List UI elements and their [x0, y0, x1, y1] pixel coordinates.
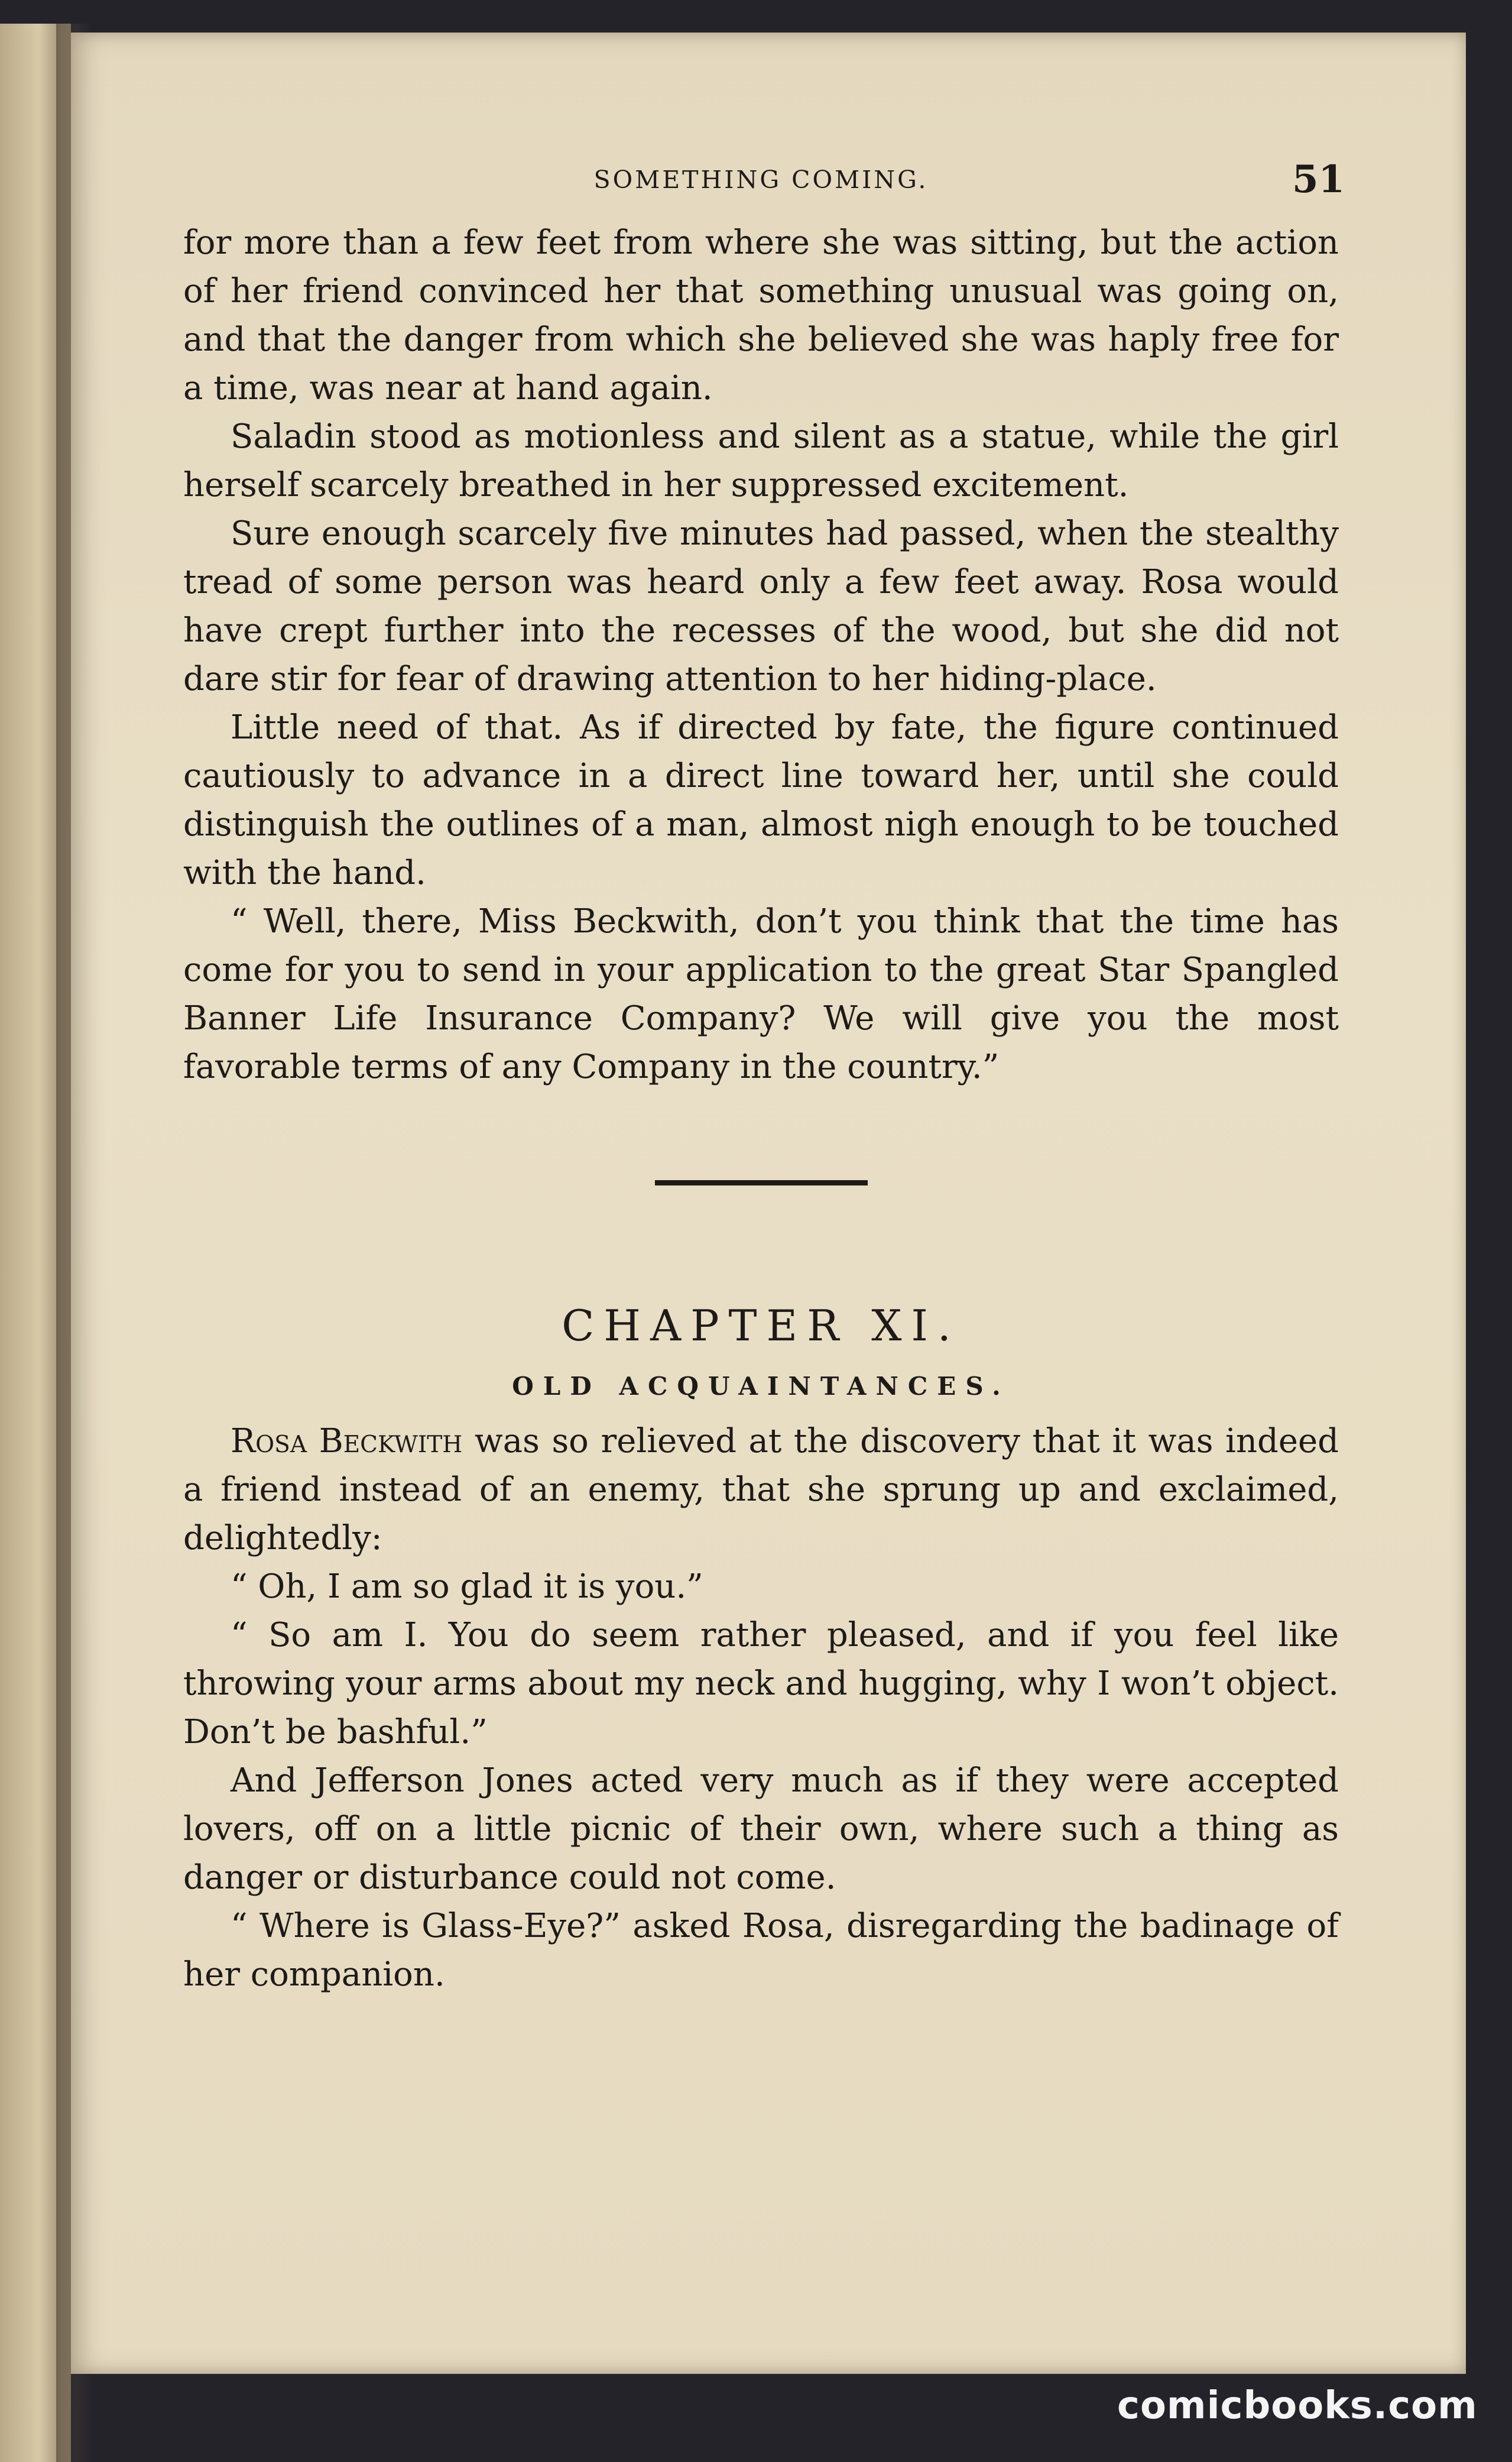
paragraph: Sure enough scarcely five minutes had passed, when the stealthy tread of some person was heard only a few feet away. Rosa would have crept further into the recesses of the wood, but she did not dare stir for fear of drawing attention to her hiding-place. [183, 514, 1339, 698]
chapter-subtitle: OLD ACQUAINTANCES. [512, 1372, 1010, 1401]
paragraph: for more than a few feet from where she was sitting, but the action of her friend convinced her that something unusual was going on, and that the danger from which she believed she was haply free for a time, was near at hand again. [183, 223, 1339, 407]
running-head [183, 157, 1345, 207]
paragraph: “ Oh, I am so glad it is you.” [231, 1567, 703, 1606]
paragraph: Saladin stood as motionless and silent as a statue, while the girl herself scarcely breathed in her suppressed excitement. [183, 417, 1339, 504]
watermark: comicbooks.com [1117, 2384, 1478, 2428]
running-title: SOMETHING COMING. [593, 166, 929, 194]
paragraph: And Jefferson Jones acted very much as if they were accepted lovers, off on a little picnic of their own, where such a thing as danger or disturbance could not come. [183, 1761, 1339, 1897]
book-page [71, 33, 1466, 2374]
chapter-title: CHAPTER XI. [562, 1301, 961, 1350]
chapter-opening-paragraph [183, 1417, 1339, 1563]
paragraph: “ So am I. You do seem rather pleased, and if you feel like throwing your arms about my neck and hugging, why I won’t object. Don’t be bashful.” [183, 1616, 1339, 1751]
section-divider [655, 1180, 868, 1185]
page-text-block [183, 157, 1345, 1999]
page-number: 51 [1292, 157, 1345, 202]
opening-text: was so relieved at the discovery that it was indeed a friend instead of an enemy, that she sprung up and exclaimed, delightedly: [183, 1422, 1339, 1557]
paragraph: “ Well, there, Miss Beckwith, don’t you think that the time has come for you to send in your application to the great Star Spangled Banner Life Insurance Company? We will give you the most favorable terms of any Company in the country.” [183, 902, 1339, 1086]
paragraph: Little need of that. As if directed by fate, the figure continued cautiously to advance in a direct line toward her, until she could distinguish the outlines of a man, almost nigh enough to be touched with the hand. [183, 708, 1339, 892]
opening-name: Rosa Beckwith [231, 1422, 463, 1460]
paragraph: “ Where is Glass-Eye?” asked Rosa, disregarding the badinage of her companion. [183, 1907, 1339, 1994]
